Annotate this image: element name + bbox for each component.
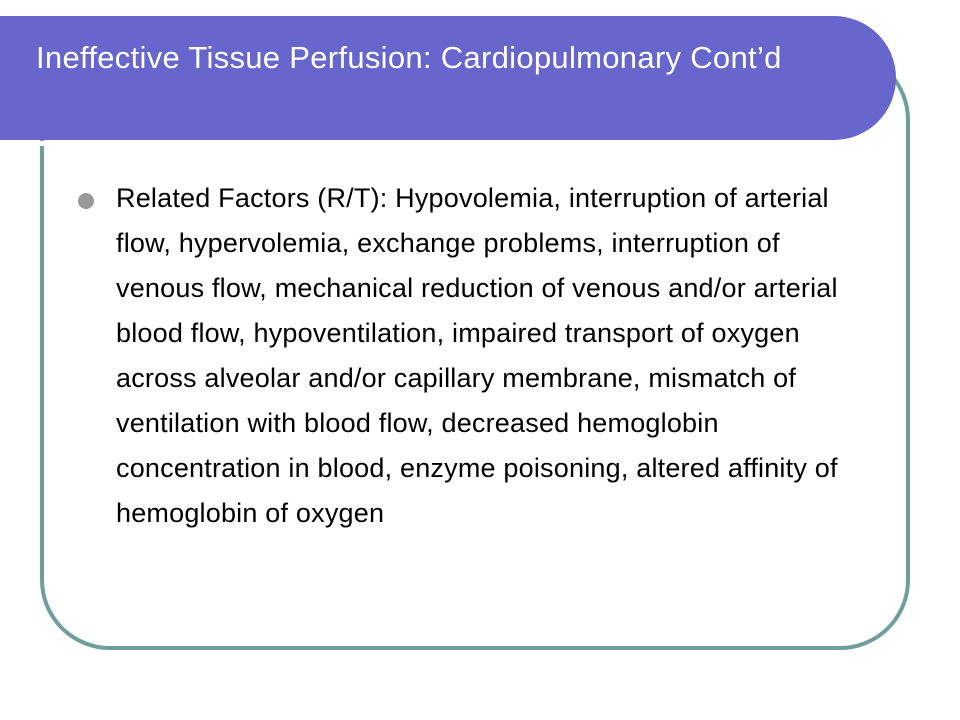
title-underline xyxy=(0,141,848,146)
list-item xyxy=(78,176,848,536)
title-bar xyxy=(0,16,896,140)
bullet-text: Related Factors (R/T): Hypovolemia, interruption of arterial flow, hypervolemia, exchange problems, interruption of venous flow, mechanical reduction of venous and/or arterial blood flow, hypoventilation, impaired transport of oxygen across alveolar and/or capillary membrane, mismatch of ventilation with blood flow, decreased hemoglobin concentration in blood, enzyme poisoning, altered affinity of hemoglobin of oxygen xyxy=(116,183,838,528)
bullet-list xyxy=(78,176,848,536)
bullet-icon xyxy=(78,193,94,209)
slide-title: Ineffective Tissue Perfusion: Cardiopulmonary Cont’d xyxy=(36,40,782,75)
